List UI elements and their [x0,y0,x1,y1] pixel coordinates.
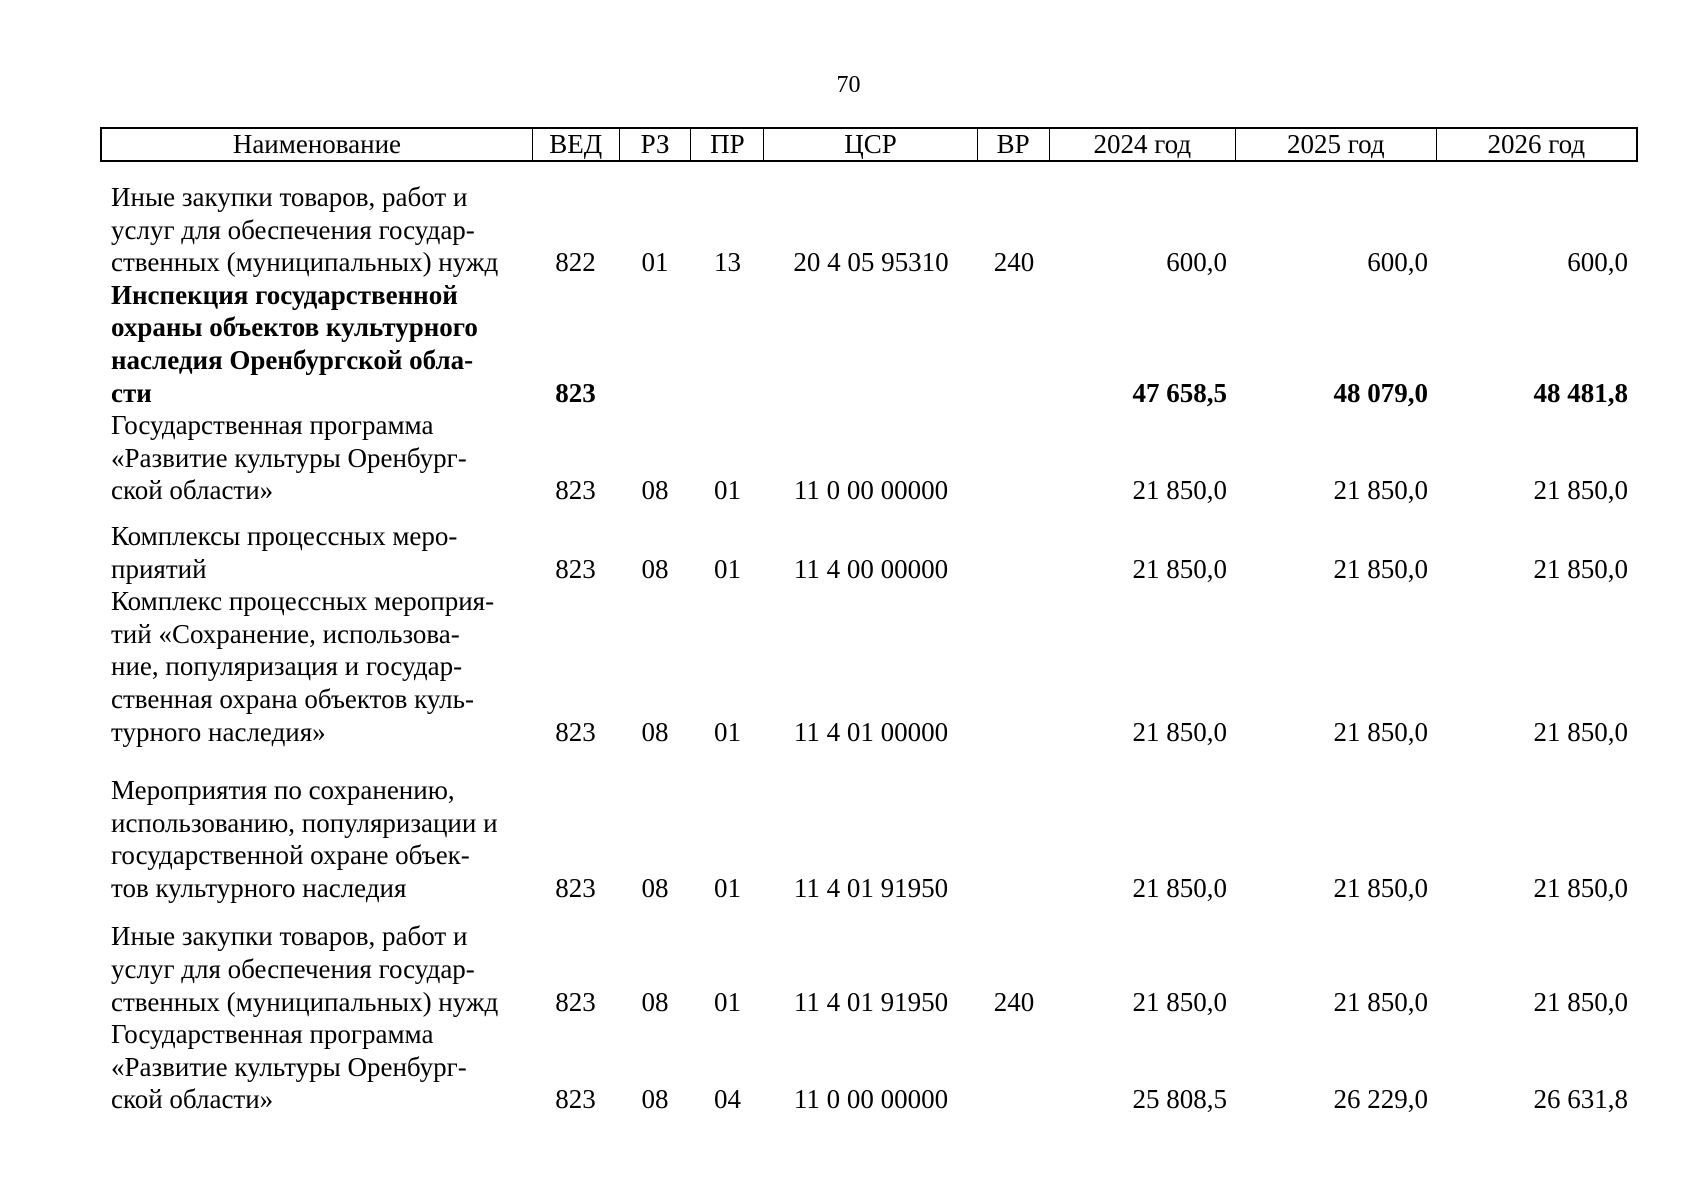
row-csr: 11 0 00 00000 [793,475,949,506]
row-pr: 01 [714,475,741,506]
table-row [100,520,1638,585]
row-csr: 11 4 01 00000 [793,716,949,747]
row-csr: 11 4 01 91950 [793,986,949,1017]
row-name: Иные закупки товаров, работ и услуг для обеспечения государ- ственных (муниципальных) нужд [111,182,499,278]
row-2026: 21 850,0 [1533,716,1628,747]
table-row [100,1018,1638,1116]
row-ved: 823 [555,872,596,903]
row-pr: 01 [714,986,741,1017]
row-2026: 48 481,8 [1533,377,1628,408]
row-2025: 26 229,0 [1333,1084,1428,1115]
row-pr: 01 [714,872,741,903]
header-pr: ПР [691,129,764,160]
row-2024: 25 808,5 [1132,1084,1227,1115]
row-2025: 600,0 [1367,247,1428,278]
row-ved: 823 [555,475,596,506]
row-rz: 08 [641,872,669,903]
row-2025: 48 079,0 [1333,377,1428,408]
table-header [100,127,1638,162]
header-rz: РЗ [620,129,692,160]
header-ved: ВЕД [533,129,620,160]
row-pr: 01 [714,553,741,584]
table-row [100,585,1638,748]
row-2026: 21 850,0 [1533,553,1628,584]
row-2026: 21 850,0 [1533,475,1628,506]
row-2026: 21 850,0 [1533,986,1628,1017]
row-ved: 823 [555,986,596,1017]
row-2025: 21 850,0 [1333,986,1428,1017]
row-name: Иные закупки товаров, работ и услуг для обеспечения государ- ственных (муниципальных) нужд [111,921,499,1017]
row-2024: 21 850,0 [1132,986,1227,1017]
row-pr: 04 [714,1084,741,1115]
row-csr: 11 4 00 00000 [793,553,949,584]
header-2025: 2025 год [1236,129,1436,160]
row-2026: 26 631,8 [1533,1084,1628,1115]
row-2024: 47 658,5 [1132,377,1227,408]
row-ved: 823 [555,553,596,584]
row-pr: 01 [714,716,741,747]
row-2024: 21 850,0 [1132,716,1227,747]
row-2025: 21 850,0 [1333,475,1428,506]
row-vr: 240 [993,986,1035,1017]
row-csr: 11 0 00 00000 [793,1084,949,1115]
header-2026: 2026 год [1487,129,1586,159]
header-vr: ВР [978,129,1050,160]
table-body [100,181,1638,1116]
row-rz: 08 [641,553,669,584]
header-csr: ЦСР [764,129,977,160]
row-rz: 01 [641,247,669,278]
row-ved: 823 [555,1084,596,1115]
row-vr: 240 [993,247,1035,278]
row-2024: 21 850,0 [1132,872,1227,903]
row-2026: 600,0 [1567,247,1628,278]
row-2024: 600,0 [1166,247,1227,278]
row-2024: 21 850,0 [1132,475,1227,506]
page-number: 70 [836,72,861,98]
table-row [100,920,1638,1018]
row-rz: 08 [641,716,669,747]
row-name: Инспекция государственной охраны объектов культурного наследия Оренбургской обла- сти [111,279,478,408]
table-row [100,409,1638,507]
row-name: Комплексы процессных меро- приятий [111,520,458,584]
row-rz: 08 [641,1084,669,1115]
header-2024: 2024 год [1050,129,1237,160]
row-name: Государственная программа «Развитие культуры Оренбург- ской области» [111,1019,467,1115]
row-2024: 21 850,0 [1132,553,1227,584]
row-2025: 21 850,0 [1333,553,1428,584]
row-ved: 822 [555,247,596,278]
row-pr: 13 [714,247,741,278]
row-rz: 08 [641,475,669,506]
table-row [100,774,1638,904]
row-ved: 823 [555,716,596,747]
row-2025: 21 850,0 [1333,872,1428,903]
row-csr: 20 4 05 95310 [793,247,949,278]
row-2025: 21 850,0 [1333,716,1428,747]
row-name: Государственная программа «Развитие культуры Оренбург- ской области» [111,410,467,506]
table-row [100,181,1638,279]
row-ved: 823 [555,377,596,408]
table-row [100,279,1638,409]
header-name: Наименование [102,129,533,160]
row-2026: 21 850,0 [1533,872,1628,903]
row-csr: 11 4 01 91950 [793,872,949,903]
row-name: Мероприятия по сохранению, использованию, популяризации и государственной охране объек- тов культурного наследия [111,775,498,903]
row-rz: 08 [641,986,669,1017]
row-name: Комплекс процессных мероприя- тий «Сохранение, использова- ние, популяризация и государ- ственная охрана объектов куль- турного наследия» [111,586,495,747]
